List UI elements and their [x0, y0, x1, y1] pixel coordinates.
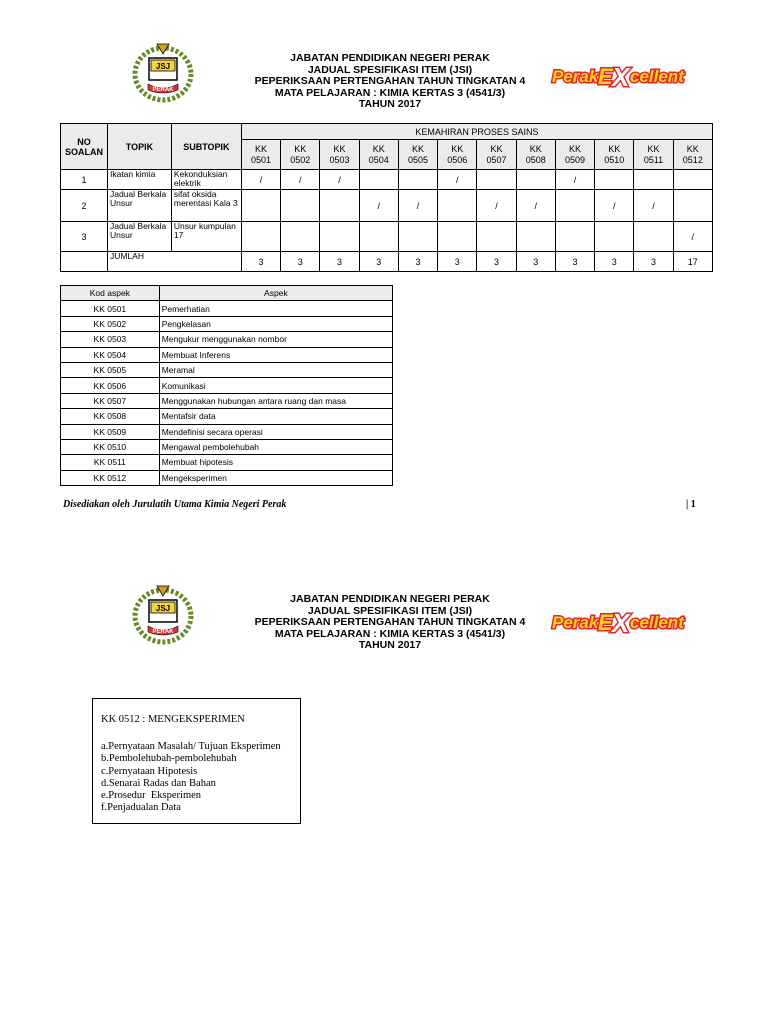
row-topik: Jadual Berkala Unsur	[107, 190, 171, 222]
header-line-1: JABATAN PENDIDIKAN NEGERI PERAK	[290, 52, 490, 64]
svg-text:JSJ: JSJ	[155, 604, 171, 613]
aspek-row	[61, 455, 393, 470]
perak-excellent-logo-2	[548, 603, 690, 644]
aspek-row	[61, 378, 393, 393]
box-item: d.Senarai Radas dan Bahan	[101, 777, 216, 789]
aspek-row	[61, 362, 393, 377]
aspek-row	[61, 347, 393, 362]
row-mark: /	[634, 190, 673, 222]
box-item: b.Pembolehubah-pembolehubah	[101, 753, 237, 765]
page-header-2	[230, 594, 550, 652]
aspek-desc: Mengeksperimen	[159, 470, 392, 485]
header2-line-1: JABATAN PENDIDIKAN NEGERI PERAK	[290, 593, 490, 605]
aspek-kod: KK 0511	[61, 455, 160, 470]
svg-text:Perak: Perak	[552, 67, 599, 86]
aspek-kod: KK 0501	[61, 301, 160, 316]
header2-line-3: PEPERIKSAAN PERTENGAHAN TAHUN TINGKATAN 4	[254, 616, 526, 628]
row-mark	[398, 222, 437, 252]
aspek-desc: Mengukur menggunakan nombor	[159, 332, 392, 347]
aspek-desc: Pemerhatian	[159, 301, 392, 316]
row-topik: Jadual Berkala Unsur	[107, 222, 171, 252]
crest-logo-2	[130, 580, 196, 651]
kk-code-header: KK 0507	[477, 140, 516, 170]
aspek-desc: Membuat Inferens	[159, 347, 392, 362]
header-line-3: PEPERIKSAAN PERTENGAHAN TAHUN TINGKATAN 4	[254, 75, 526, 87]
aspek-desc: Komunikasi	[159, 378, 392, 393]
header-line-4: MATA PELAJARAN : KIMIA KERTAS 3 (4541/3)	[274, 86, 506, 99]
box-title: KK 0512 : MENGEKSPERIMEN	[101, 714, 245, 725]
box-item: a.Pernyataan Masalah/ Tujuan Eksperimen	[101, 741, 281, 752]
total-value: 3	[516, 252, 555, 272]
row-mark	[477, 222, 516, 252]
total-value: 3	[398, 252, 437, 272]
jsi-table	[60, 123, 713, 272]
svg-text:cellent: cellent	[630, 67, 684, 86]
aspek-kod: KK 0508	[61, 409, 160, 424]
aspek-kod: KK 0507	[61, 393, 160, 408]
row-no: 3	[61, 222, 108, 252]
kk-code-header: KK 0512	[673, 140, 712, 170]
row-mark: /	[555, 170, 594, 190]
header2-line-2: JADUAL SPESIFIKASI ITEM (JSI)	[307, 604, 473, 617]
svg-text:X: X	[612, 62, 630, 92]
aspek-desc: Pengkelasan	[159, 316, 392, 331]
row-topik: Ikatan kimia	[107, 170, 171, 190]
header-line-5: TAHUN 2017	[358, 98, 422, 110]
total-value: 3	[555, 252, 594, 272]
svg-text:E: E	[598, 610, 613, 635]
row-mark: /	[241, 170, 280, 190]
col-subtopik: SUBTOPIK	[171, 124, 241, 170]
aspek-desc: Meramal	[159, 362, 392, 377]
row-mark	[673, 190, 712, 222]
total-row	[61, 252, 713, 272]
row-mark: /	[595, 190, 634, 222]
col-topik: TOPIK	[107, 124, 171, 170]
row-mark: /	[359, 190, 398, 222]
aspek-kod: KK 0509	[61, 424, 160, 439]
total-value: 3	[595, 252, 634, 272]
total-value: 3	[281, 252, 320, 272]
row-mark	[673, 170, 712, 190]
table-row	[61, 190, 713, 222]
total-value: 3	[634, 252, 673, 272]
aspek-row	[61, 393, 393, 408]
row-mark	[281, 222, 320, 252]
group-header: KEMAHIRAN PROSES SAINS	[241, 124, 712, 140]
row-mark: /	[516, 190, 555, 222]
col-no-soalan: NO SOALAN	[61, 124, 108, 170]
row-mark	[359, 170, 398, 190]
svg-text:E: E	[598, 64, 613, 89]
row-mark	[555, 222, 594, 252]
crest-logo	[130, 38, 196, 109]
aspek-row	[61, 301, 393, 316]
row-no: 1	[61, 170, 108, 190]
row-mark	[595, 170, 634, 190]
header2-line-5: TAHUN 2017	[358, 639, 422, 651]
row-mark: /	[281, 170, 320, 190]
row-subtopik: Kekonduksian elektrik	[171, 170, 241, 190]
page-header	[230, 53, 550, 111]
header2-line-4: MATA PELAJARAN : KIMIA KERTAS 3 (4541/3)	[274, 627, 506, 640]
row-mark	[634, 170, 673, 190]
aspek-row	[61, 409, 393, 424]
svg-text:Perak: Perak	[552, 613, 599, 632]
row-mark	[281, 190, 320, 222]
kk-code-header: KK 0506	[438, 140, 477, 170]
box-item: e.Prosedur Eksperimen	[101, 790, 202, 802]
row-mark	[320, 190, 359, 222]
aspek-row	[61, 424, 393, 439]
aspek-desc: Mendefinisi secara operasi	[159, 424, 392, 439]
aspek-body	[61, 301, 393, 486]
total-value: 3	[241, 252, 280, 272]
total-value: 3	[320, 252, 359, 272]
svg-text:PERAK: PERAK	[152, 87, 174, 93]
aspek-kod: KK 0505	[61, 362, 160, 377]
row-mark: /	[438, 170, 477, 190]
table-row	[61, 170, 713, 190]
row-mark: /	[477, 190, 516, 222]
kk-code-header: KK 0504	[359, 140, 398, 170]
aspek-desc: Menggunakan hubungan antara ruang dan masa	[159, 393, 392, 408]
svg-text:X: X	[612, 608, 630, 638]
row-mark	[555, 190, 594, 222]
col-kod-aspek: Kod aspek	[61, 286, 160, 301]
box-item: c.Pernyataan Hipotesis	[101, 765, 198, 777]
aspek-row	[61, 316, 393, 331]
aspek-table	[60, 285, 393, 486]
row-mark	[320, 222, 359, 252]
total-value: 17	[673, 252, 712, 272]
kk-code-header: KK 0509	[555, 140, 594, 170]
page-number: | 1	[686, 499, 696, 510]
kk-code-header: KK 0501	[241, 140, 280, 170]
total-value: 3	[359, 252, 398, 272]
footer-text: Disediakan oleh Jurulatih Utama Kimia Negeri Perak	[63, 499, 287, 510]
row-mark	[398, 170, 437, 190]
row-mark	[241, 190, 280, 222]
aspek-desc: Mentafsir data	[159, 409, 392, 424]
total-value: 3	[438, 252, 477, 272]
total-label: JUMLAH	[107, 252, 241, 272]
aspek-row	[61, 332, 393, 347]
perak-excellent-logo	[548, 57, 690, 98]
kk-code-header: KK 0511	[634, 140, 673, 170]
row-mark: /	[398, 190, 437, 222]
row-mark	[359, 222, 398, 252]
row-mark	[595, 222, 634, 252]
row-mark	[477, 170, 516, 190]
kk-code-header: KK 0502	[281, 140, 320, 170]
row-subtopik: Unsur kumpulan 17	[171, 222, 241, 252]
row-mark: /	[673, 222, 712, 252]
kk-code-header: KK 0505	[398, 140, 437, 170]
aspek-kod: KK 0502	[61, 316, 160, 331]
total-value: 3	[477, 252, 516, 272]
table-row	[61, 222, 713, 252]
row-no: 2	[61, 190, 108, 222]
row-mark	[516, 222, 555, 252]
aspek-row	[61, 470, 393, 485]
svg-text:PERAK: PERAK	[152, 629, 174, 635]
jsi-body	[61, 170, 713, 252]
aspek-kod: KK 0504	[61, 347, 160, 362]
mengeksperimen-box	[92, 698, 301, 824]
svg-text:cellent: cellent	[630, 613, 684, 632]
kk-code-header: KK 0510	[595, 140, 634, 170]
header-line-2: JADUAL SPESIFIKASI ITEM (JSI)	[307, 63, 473, 76]
box-item: f.Penjadualan Data	[101, 802, 181, 814]
row-mark	[438, 190, 477, 222]
col-aspek: Aspek	[159, 286, 392, 301]
row-mark	[634, 222, 673, 252]
svg-text:JSJ: JSJ	[155, 62, 171, 71]
aspek-desc: Mengawal pembolehubah	[159, 439, 392, 454]
aspek-kod: KK 0503	[61, 332, 160, 347]
aspek-kod: KK 0512	[61, 470, 160, 485]
kk-code-header: KK 0508	[516, 140, 555, 170]
row-subtopik: sifat oksida merentasi Kala 3	[171, 190, 241, 222]
row-mark	[241, 222, 280, 252]
aspek-desc: Membuat hipotesis	[159, 455, 392, 470]
aspek-kod: KK 0506	[61, 378, 160, 393]
kk-code-header: KK 0503	[320, 140, 359, 170]
row-mark: /	[320, 170, 359, 190]
aspek-kod: KK 0510	[61, 439, 160, 454]
row-mark	[516, 170, 555, 190]
box-items	[101, 741, 281, 815]
aspek-row	[61, 439, 393, 454]
row-mark	[438, 222, 477, 252]
